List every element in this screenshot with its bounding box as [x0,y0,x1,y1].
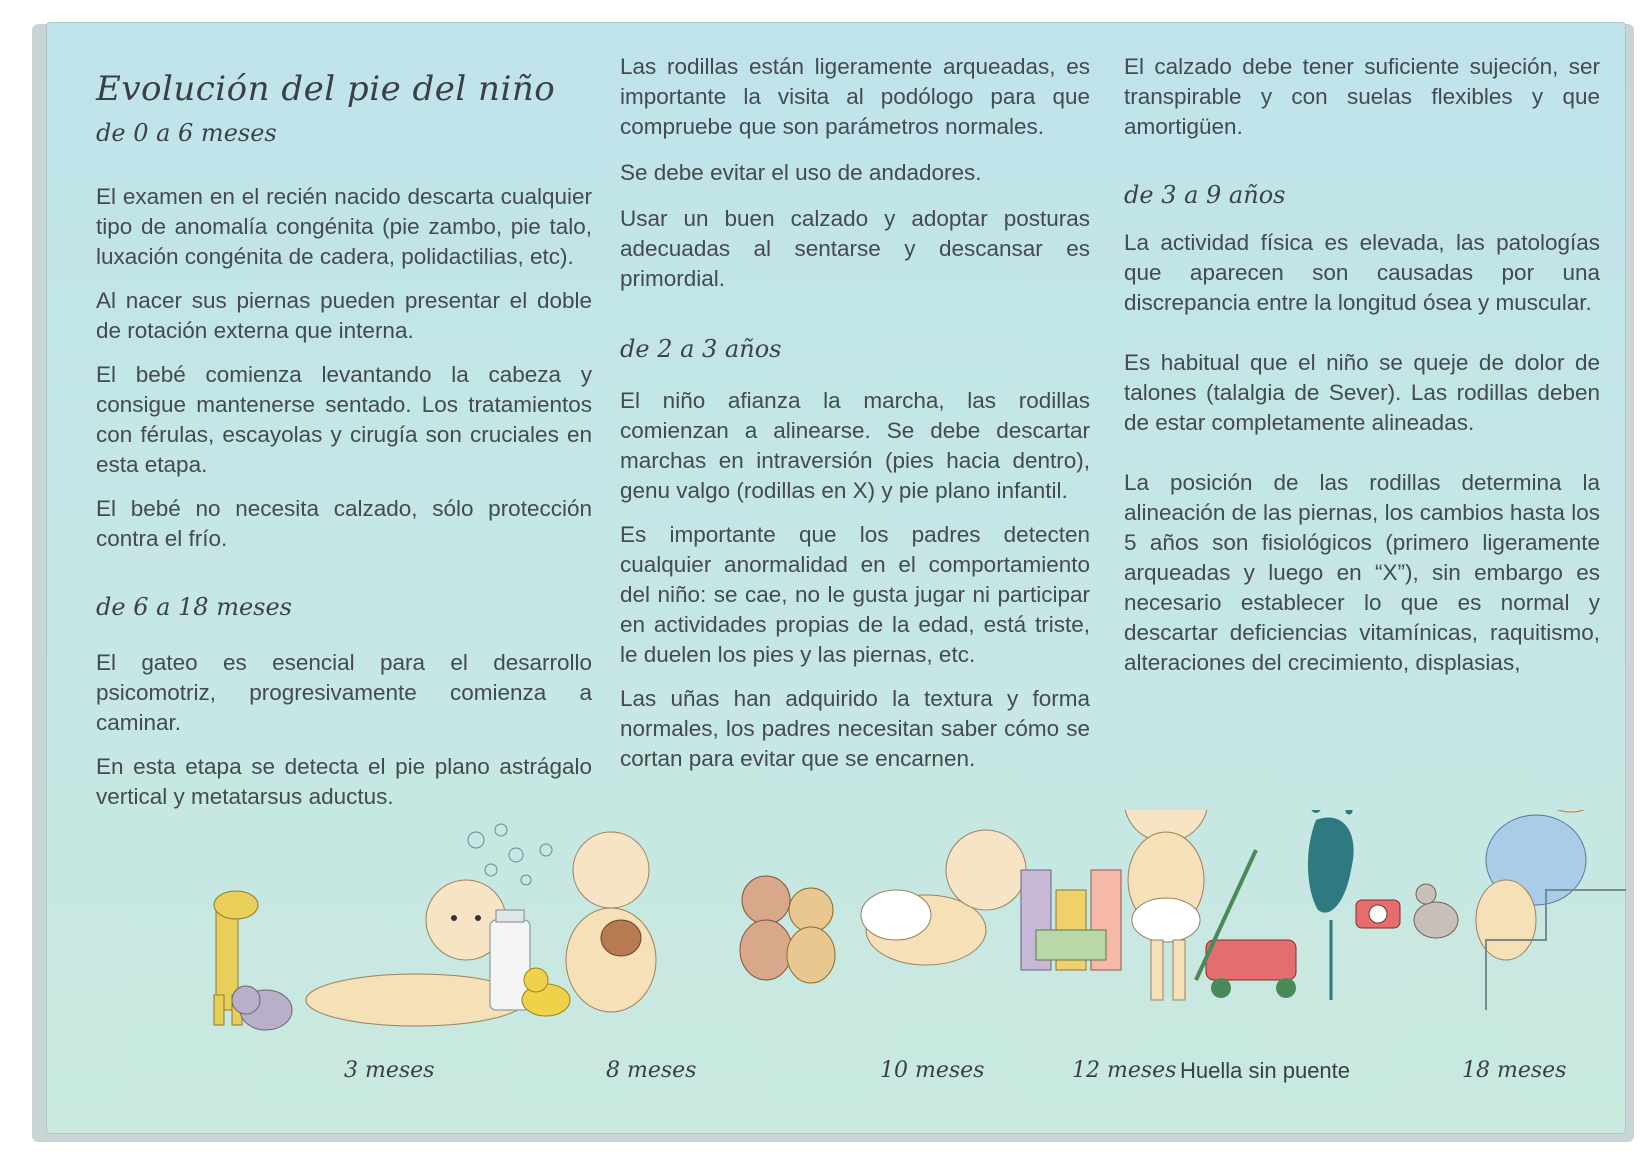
page-title: Evolución del pie del niño [96,69,556,109]
baby-12-meses [1124,810,1208,1000]
paragraph: Usar un buen calzado y adoptar posturas adecuadas al sentarse y descansar es primordial. [620,206,1090,291]
caption-10-meses: 10 meses [880,1058,985,1083]
paragraph: Es importante que los padres detecten cualquier anormalidad en el comportamiento del niño: se cae, no le gusta jugar ni participar en actividades propias de la edad, está triste, le duelen los pies y las piernas, etc. [620,522,1090,667]
paragraph: El examen en el recién nacido descarta cualquier tipo de anomalía congénita (pie zambo, pie talo, luxación congénita de cadera, polidactilias, etc). [96,184,592,269]
paragraph: La actividad física es elevada, las patologías que aparecen son causadas por una discrepancia entre la longitud ósea y muscular. [1124,230,1600,315]
bubbles-icon [468,824,552,885]
caption-huella-sin-puente: Huella sin puente [1180,1058,1351,1083]
paragraph: Las uñas han adquirido la textura y forma normales, los padres necesitan saber cómo se cortan para evitar que se encarnen. [620,686,1090,771]
paragraph: Es habitual que el niño se queje de dolor de talones (talalgia de Sever). Las rodillas deben de estar completamente alineadas. [1124,350,1600,435]
caption-8-meses: 8 meses [606,1058,697,1083]
paragraph: El bebé comienza levantando la cabeza y consigue mantenerse sentado. Los tratamientos con férulas, escayolas y cirugía son cruciales en esta etapa. [96,362,592,477]
heading-6-18-meses: de 6 a 18 meses [96,593,292,621]
heading-0-6-meses: de 0 a 6 meses [96,119,277,147]
baby-8-meses [566,832,656,1012]
paragraph: El gateo es esencial para el desarrollo psicomotriz, progresivamente comienza a caminar. [96,650,592,735]
paragraph: El bebé no necesita calzado, sólo protección contra el frío. [96,496,592,551]
footprint-icon [1308,810,1354,1000]
stuffed-mouse-icon [1414,884,1458,938]
paragraph: Al nacer sus piernas pueden presentar el doble de rotación externa que interna. [96,288,592,343]
caption-3-meses: 3 meses [344,1058,435,1083]
paragraph: La posición de las rodillas determina la alineación de las piernas, los cambios hasta los 5 años son fisiológicos (primero ligeramente arqueadas y luego en “X”), sin embargo es necesario establecer lo que es normal y descartar deficiencias vitamínicas, raquitismo, alteraciones del crecimiento, displasias, [1124,470,1600,675]
caption-18-meses: 18 meses [1462,1058,1567,1083]
column-2 [620,52,1090,774]
push-toy-icon [1196,850,1296,998]
baby-18-meses [1476,810,1626,1010]
toy-telephone-icon [1356,900,1400,928]
paragraph: Las rodillas están ligeramente arqueadas, es importante la visita al podólogo para que compruebe que son parámetros normales. [620,54,1090,139]
heading-3-9-anos: de 3 a 9 años [1124,181,1286,209]
heading-2-3-anos: de 2 a 3 años [620,335,782,363]
toy-blocks-icon [1021,870,1121,970]
paragraph: En esta etapa se detecta el pie plano astrágalo vertical y metatarsus aductus. [96,754,592,809]
baby-development-illustration [46,810,1626,1110]
teddy-bears-icon [740,876,835,983]
paragraph: El niño afianza la marcha, las rodillas comienzan a alinearse. Se debe descartar marchas en intraversión (pies hacia dentro), genu valgo (rodillas en X) y pie plano infantil. [620,388,1090,503]
column-1 [96,52,592,812]
caption-12-meses: 12 meses [1072,1058,1177,1083]
baby-10-meses [861,830,1026,965]
paragraph: Se debe evitar el uso de andadores. [620,160,982,185]
paragraph: El calzado debe tener suficiente sujeción, ser transpirable y con suelas flexibles y que amortigüen. [1124,54,1600,139]
column-3 [1124,52,1600,678]
rubber-duck-icon [522,968,570,1016]
